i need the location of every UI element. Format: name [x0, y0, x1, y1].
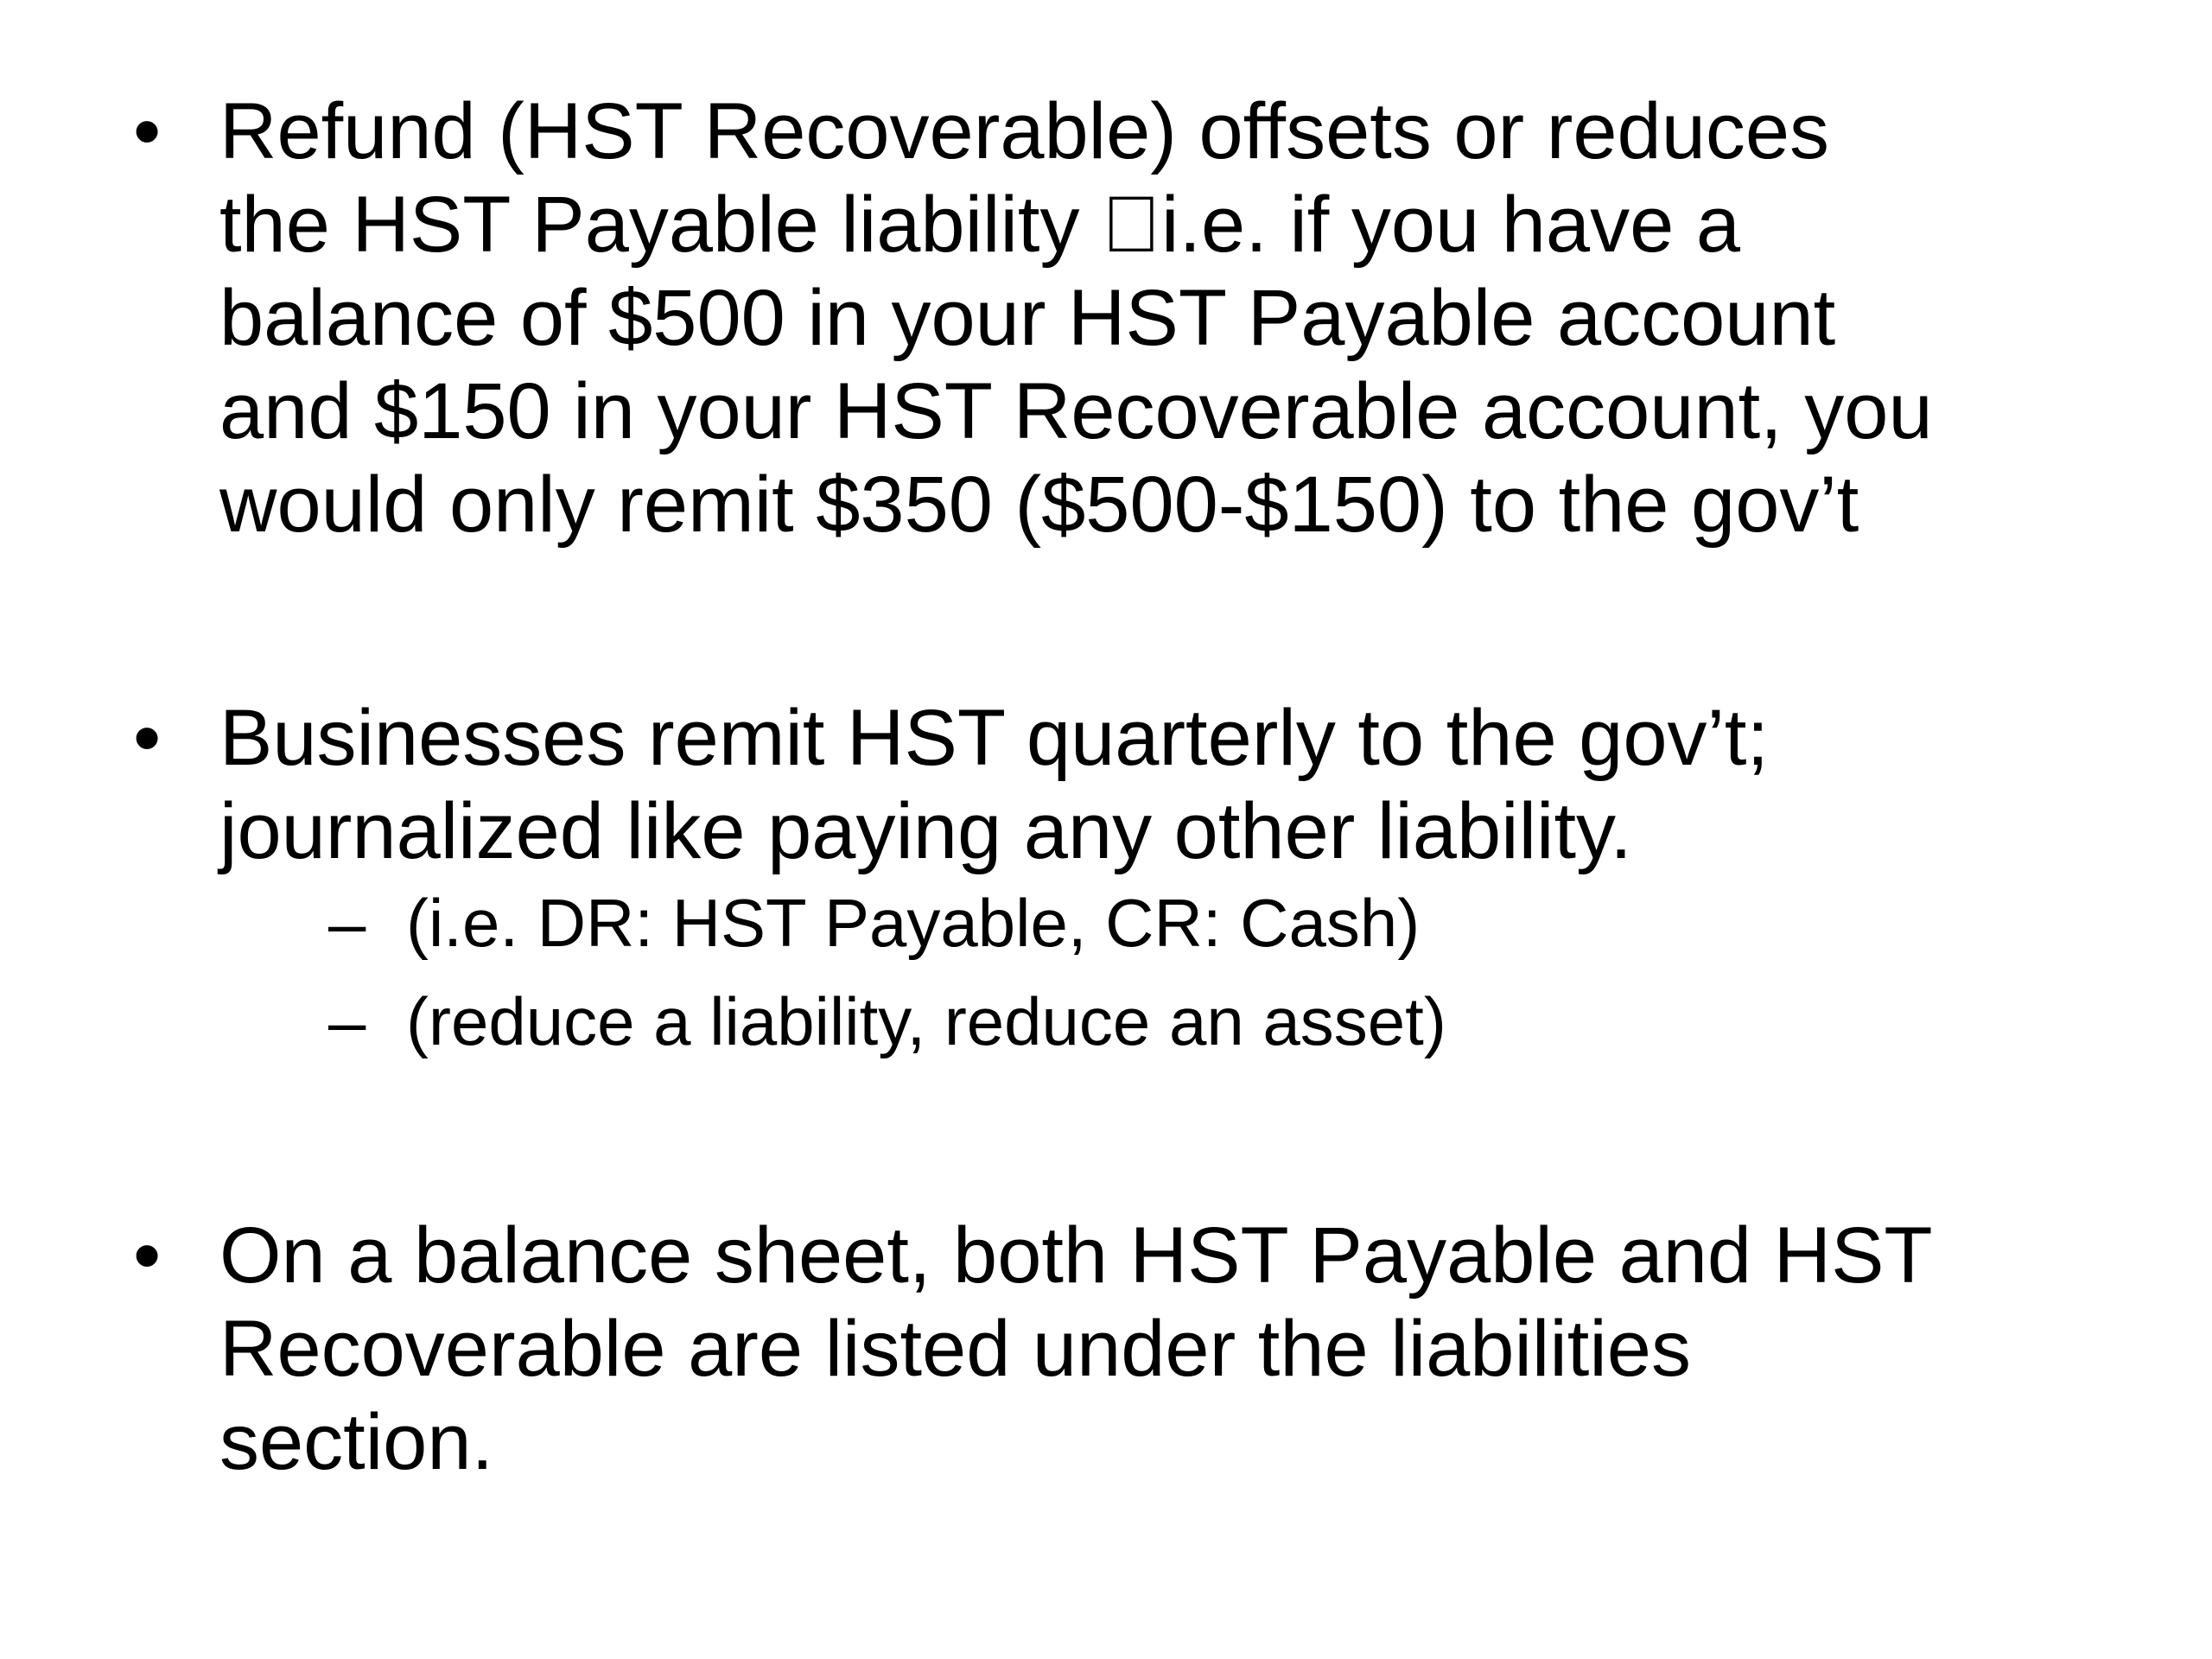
bullet-line: On a balance sheet, both HST Payable and HST [219, 1211, 1933, 1300]
sub-bullet-effect [328, 982, 2112, 1061]
bullet-balance-sheet [133, 1209, 2112, 1489]
bullet-line: and $150 in your HST Recoverable account, you [219, 367, 1933, 455]
sub-bullet-list [328, 883, 2112, 1061]
bullet-marker: • [133, 694, 162, 782]
sub-bullet-journal-entry [328, 883, 2112, 963]
bullet-text [219, 1209, 2112, 1489]
bullet-line: Businesses remit HST quarterly to the gov’t; [219, 694, 1770, 782]
bullet-line: Refund (HST Recoverable) offsets or reduces [219, 87, 1830, 175]
bullet-marker: • [133, 1211, 162, 1300]
bullet-marker: • [133, 87, 162, 175]
bullet-line: section. [219, 1398, 494, 1486]
sub-bullet-text: (i.e. DR: HST Payable, CR: Cash) [406, 885, 1421, 961]
bullet-line: would only remit $350 ($500-$150) to the gov’t [219, 461, 1859, 549]
bullet-line: journalized like paying any other liability. [219, 787, 1632, 875]
bullet-line: balance of $500 in your HST Payable account [219, 274, 1836, 362]
sub-bullet-marker: – [328, 983, 366, 1059]
bullet-remit-quarterly [133, 691, 2112, 1080]
bullet-hst-recoverable-offset [133, 85, 2112, 551]
bullet-line: Recoverable are listed under the liabilities [219, 1305, 1691, 1393]
bullet-line: the HST Payable liability i.e. if you have a [219, 181, 1681, 269]
bullet-text [219, 85, 2112, 551]
sub-bullet-text: (reduce a liability, reduce an asset) [406, 983, 1446, 1059]
bullet-text [219, 691, 2112, 1061]
sub-bullet-marker: – [328, 885, 366, 961]
